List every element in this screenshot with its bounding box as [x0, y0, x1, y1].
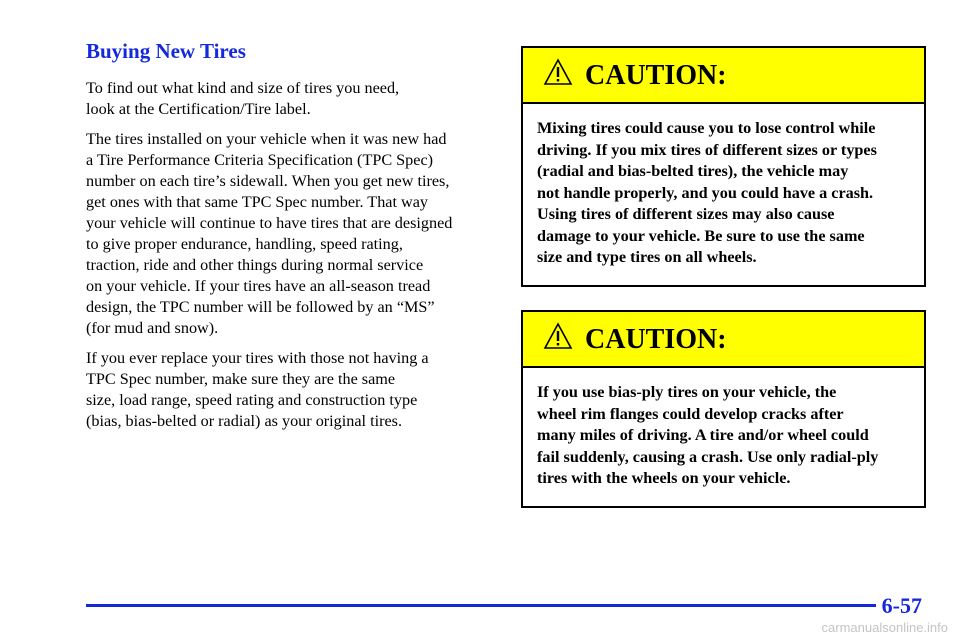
caution-title: CAUTION:	[585, 324, 727, 355]
text-line: tires with the wheels on your vehicle.	[537, 469, 791, 487]
text-line: fail suddenly, causing a crash. Use only radial‐ply	[537, 447, 879, 466]
text-line: number on each tire’s sidewall. When you get new tires,	[86, 172, 450, 190]
paragraph-3	[86, 348, 491, 432]
text-line: on your vehicle. If your tires have an all‐season tread	[86, 277, 431, 295]
text-line: get ones with that same TPC Spec number. That way	[86, 193, 428, 211]
text-line: driving. If you mix tires of different sizes or types	[537, 140, 877, 159]
text-line: Mixing tires could cause you to lose control while	[537, 119, 876, 137]
section-heading: Buying New Tires	[86, 39, 246, 63]
caution-text	[523, 104, 924, 285]
text-line: damage to your vehicle. Be sure to use the same	[537, 226, 865, 245]
caution-title: CAUTION:	[585, 60, 727, 91]
text-line: The tires installed on your vehicle when it was new had	[86, 130, 447, 148]
text-line: (for mud and snow).	[86, 319, 219, 337]
caution-text	[523, 368, 924, 506]
text-line: many miles of driving. A tire and/or wheel could	[537, 426, 869, 444]
text-line: (bias, bias‐belted or radial) as your original tires.	[86, 412, 403, 430]
text-line: wheel rim flanges could develop cracks after	[537, 404, 844, 423]
text-line: look at the Certification/Tire label.	[86, 100, 311, 118]
text-line: your vehicle will continue to have tires that are designed	[86, 214, 453, 232]
text-line: To find out what kind and size of tires you need,	[86, 79, 400, 97]
caution-header	[523, 312, 924, 368]
text-line: (radial and bias‐belted tires), the vehicle may	[537, 162, 849, 180]
warning-triangle-icon	[543, 58, 573, 86]
text-line: TPC Spec number, make sure they are the same	[86, 370, 396, 388]
watermark: carmanualsonline.info	[821, 620, 948, 635]
text-line: size and type tires on all wheels.	[537, 248, 757, 266]
footer-divider	[86, 604, 876, 607]
page-number: 6-57	[881, 593, 922, 618]
text-line: not handle properly, and you could have a crash.	[537, 183, 874, 202]
caution-box-2	[521, 310, 926, 508]
text-line: Using tires of different sizes may also cause	[537, 205, 835, 223]
paragraph-2	[86, 129, 491, 339]
caution-box-1	[521, 46, 926, 287]
left-column	[86, 38, 491, 441]
text-line: If you use bias‐ply tires on your vehicle, the	[537, 383, 837, 401]
text-line: a Tire Performance Criteria Specification (TPC Spec)	[86, 151, 434, 169]
text-line: size, load range, speed rating and construction type	[86, 391, 418, 409]
text-line: If you ever replace your tires with those not having a	[86, 349, 429, 367]
text-line: to give proper endurance, handling, speed rating,	[86, 235, 403, 253]
paragraph-1	[86, 78, 491, 120]
text-line: traction, ride and other things during normal service	[86, 256, 424, 274]
text-line: design, the TPC number will be followed by an “MS”	[86, 298, 435, 316]
warning-triangle-icon	[543, 322, 573, 350]
caution-header	[523, 48, 924, 104]
